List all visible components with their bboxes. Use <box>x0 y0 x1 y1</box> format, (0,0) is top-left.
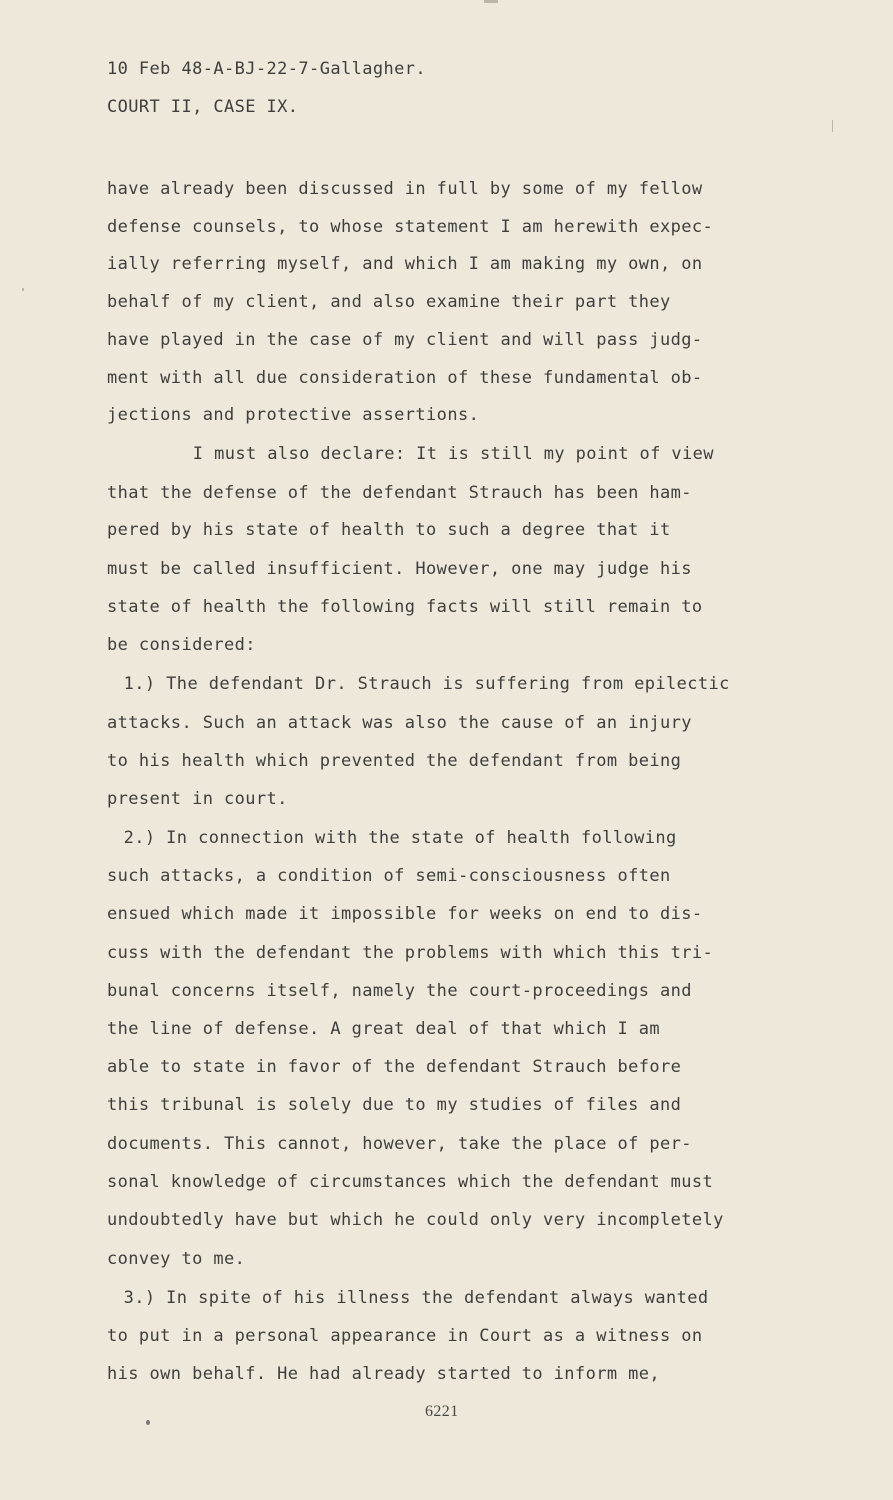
body-line: that the defense of the defendant Strauch has been ham- <box>107 483 692 503</box>
body-line: such attacks, a condition of semi-consciousness often <box>107 866 671 886</box>
body-line: the line of defense. A great deal of that which I am <box>107 1019 661 1039</box>
body-line: bunal concerns itself, namely the court-proceedings and <box>107 981 692 1001</box>
body-line: undoubtedly have but which he could only very incompletely <box>107 1210 724 1230</box>
body-line: jections and protective assertions. <box>107 405 480 425</box>
right-margin-mark <box>832 120 833 132</box>
body-line: must be called insufficient. However, one may judge his <box>107 559 692 579</box>
court-case-heading: COURT II, CASE IX. <box>107 97 299 117</box>
body-line: 2.) In connection with the state of health following <box>113 828 677 848</box>
body-line: pered by his state of health to such a degree that it <box>107 520 671 540</box>
body-line: to his health which prevented the defendant from being <box>107 751 682 771</box>
body-line: I must also declare: It is still my point of view <box>129 444 714 464</box>
body-line: attacks. Such an attack was also the cause of an injury <box>107 713 692 733</box>
body-line: present in court. <box>107 789 288 809</box>
body-line: ially referring myself, and which I am making my own, on <box>107 254 703 274</box>
body-line: this tribunal is solely due to my studies of files and <box>107 1095 682 1115</box>
body-line: sonal knowledge of circumstances which the defendant must <box>107 1172 714 1192</box>
body-line: 1.) The defendant Dr. Strauch is suffering from epilectic <box>113 674 730 694</box>
top-edge-mark <box>484 0 498 3</box>
body-line: be considered: <box>107 635 256 655</box>
body-line: ment with all due consideration of these fundamental ob- <box>107 368 703 388</box>
left-margin-mark <box>22 288 24 291</box>
body-line: state of health the following facts will still remain to <box>107 597 703 617</box>
body-line: to put in a personal appearance in Court as a witness on <box>107 1326 703 1346</box>
body-line: 3.) In spite of his illness the defendant always wanted <box>113 1288 709 1308</box>
body-line: behalf of my client, and also examine their part they <box>107 292 671 312</box>
body-line: defense counsels, to whose statement I am herewith expec- <box>107 217 714 237</box>
body-line: ensued which made it impossible for weeks on end to dis- <box>107 904 703 924</box>
ink-speck <box>146 1420 150 1425</box>
body-line: able to state in favor of the defendant Strauch before <box>107 1057 682 1077</box>
body-line: have played in the case of my client and will pass judg- <box>107 330 703 350</box>
body-line: convey to me. <box>107 1249 246 1269</box>
body-line: cuss with the defendant the problems with which this tri- <box>107 943 714 963</box>
page-number: 6221 <box>425 1403 459 1420</box>
body-line: his own behalf. He had already started to inform me, <box>107 1364 661 1384</box>
body-line: have already been discussed in full by some of my fellow <box>107 179 703 199</box>
body-line: documents. This cannot, however, take the place of per- <box>107 1134 692 1154</box>
document-reference: 10 Feb 48-A-BJ-22-7-Gallagher. <box>107 59 427 79</box>
